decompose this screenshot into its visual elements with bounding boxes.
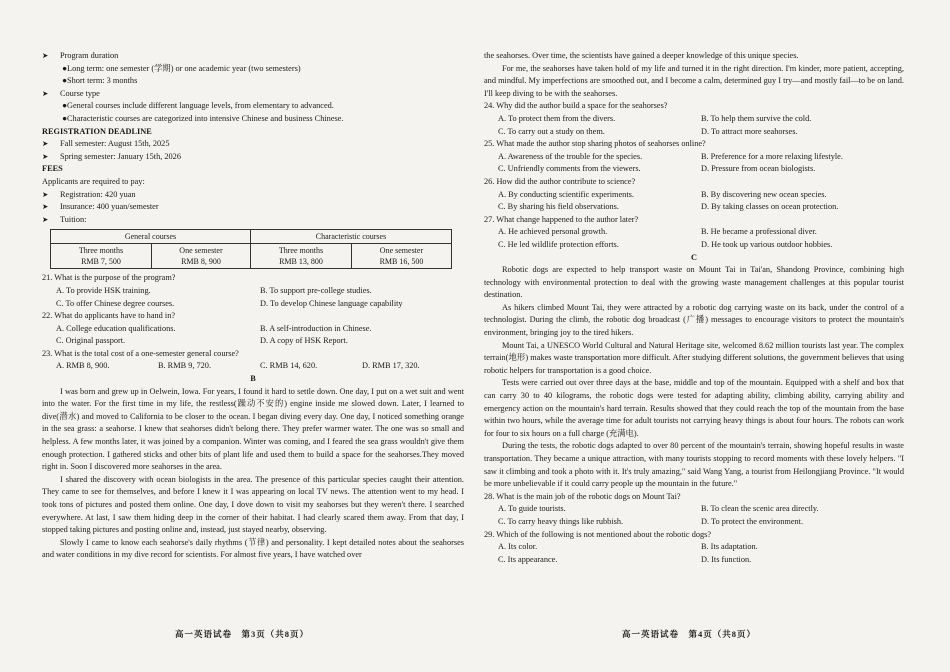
- option-a: A. By conducting scientific experiments.: [498, 189, 634, 199]
- section-c-heading: C: [691, 252, 697, 262]
- table-header-general: General courses: [51, 230, 251, 244]
- option-c: C. Original passport.: [56, 336, 126, 346]
- option-a: A. To guide tourists.: [498, 504, 566, 514]
- option-d: D. Its function.: [701, 554, 752, 564]
- passage-c-paragraph-4: Tests were carried out over three days at the base, middle and top of the mountain. Equipped with a shelf and box that can carry 30 to 40 kilograms, the robotic dogs were tested for adapting ability, climbing ability, carrying ability and emergency action on the mountain's hard terrain. Results showed that they could reach the top of the mountain from the base within two hours, while the average time for adult tourists not carrying heavy things is about four hours. The robots can work for four to six hours on a full charge (充满电).: [484, 378, 904, 438]
- question-stem: 27. What change happened to the author later?: [484, 214, 639, 224]
- passage-b-paragraph-4: For me, the seahorses have taken hold of my life and turned it in the right direction. I'm kinder, more patient, accepting, and mindful. My imperfections are smoothed out, and I become a calm, determined guy I try—and mostly fail—to be on land. I'll keep diving to be with the seahorses.: [484, 63, 904, 98]
- option-d: D. To protect the environment.: [701, 516, 804, 526]
- options: [484, 151, 904, 176]
- option-b: B. To help them survive the cold.: [701, 113, 812, 123]
- option-a: A. Its color.: [498, 542, 538, 552]
- registration-deadline-heading: REGISTRATION DEADLINE: [42, 126, 152, 136]
- tuition-table: [50, 229, 452, 269]
- options: [484, 503, 904, 528]
- option-b: B. A self-introduction in Chinese.: [260, 323, 372, 333]
- question-stem: 29. Which of the following is not mentioned about the robotic dogs?: [484, 529, 712, 539]
- option-a: A. He achieved personal growth.: [498, 227, 608, 237]
- insurance-fee-item: ➤ Insurance: 400 yuan/semester: [42, 201, 464, 214]
- fees-intro: Applicants are required to pay:: [42, 176, 145, 186]
- question-24: [484, 100, 904, 138]
- question-21: [42, 272, 464, 310]
- passage-c-paragraph-1: Robotic dogs are expected to help transport waste on Mount Tai in Tai'an, Shandong Province, combining high technology with environmental protection to deal with the growing waste management challenges at this popular tourist destination.: [484, 265, 904, 300]
- passage-c-paragraph-3: Mount Tai, a UNESCO World Cultural and Natural Heritage site, welcomed 8.62 million tourists last year. The complex terrain(地形) makes waste transportation more difficult. After studying different solutions, the government believes that using robotic helpers for transportation is a good choice.: [484, 340, 904, 375]
- option-c: C. He led wildlife protection efforts.: [498, 239, 619, 249]
- option-b: B. He became a professional diver.: [701, 227, 817, 237]
- long-term-item: ●Long term: one semester (学期) or one academic year (two semesters): [62, 63, 301, 73]
- characteristic-courses-item: ●Characteristic courses are categorized into intensive Chinese and business Chinese.: [62, 113, 344, 123]
- option-c: C. To carry heavy things like rubbish.: [498, 516, 624, 526]
- passage-c-paragraph-5: During the tests, the robotic dogs adapted to over 80 percent of the mountain's terrain, showing hopeful results in waste transportation. They became a unique attraction, with many tourists stopping to record moments with these lovely helpers. "I saw it climbing and took a photo with it. It's truly amazing," said Wang Yang, a tourist from Heilongjiang Province. "It would be more unbelievable if it could carry people up the mountain in the future.": [484, 441, 904, 489]
- question-stem: 22. What do applicants have to hand in?: [42, 311, 176, 321]
- passage-b-paragraph-2: I shared the discovery with ocean biologists in the area. The presence of this particular species caught their attention. They came to see for themselves, and before I knew it I was appearing on local TV news. The attention went to my head. I took tons of pictures and posted them online. One day, I dove down to visit my seahorses but they weren't there. I searched everywhere. At last, I saw them hiding deep in the corner of their habitat. I had clearly scared them away. From that day, I stopped taking pictures and posting online and, instead, just stayed nearby, observing.: [42, 474, 464, 535]
- option-c: C. To carry out a study on them.: [498, 126, 605, 136]
- table-cell: Three months RMB 7, 500: [51, 244, 152, 269]
- question-stem: 21. What is the purpose of the program?: [42, 273, 176, 283]
- arrow-bullet-icon: ➤: [42, 189, 49, 199]
- question-stem: 23. What is the total cost of a one-semester general course?: [42, 348, 239, 358]
- question-27: [484, 214, 904, 252]
- table-cell: One semester RMB 8, 900: [151, 244, 250, 269]
- options: [42, 285, 464, 310]
- question-stem: 24. Why did the author build a space for the seahorses?: [484, 101, 668, 111]
- question-22: [42, 310, 464, 348]
- option-d: D. To attract more seahorses.: [701, 126, 798, 136]
- general-courses-item: ●General courses include different language levels, from elementary to advanced.: [62, 101, 334, 111]
- options: [42, 323, 464, 348]
- registration-fee-item: ➤ Registration: 420 yuan: [42, 189, 464, 202]
- option-c: C. RMB 14, 620.: [260, 361, 318, 371]
- passage-b-paragraph-1: I was born and grew up in Oelwein, Iowa. For years, I found it hard to settle down. One day, I put on a wet suit and went into the water. For the first time in my life, the restless(躁动不安的) engine inside me slowed down. Later, I learned to dive(潜水) and moved to California to be closer to the ocean. I began diving every day. One day, I noticed something orange in the sea grass: a seahorse. I knew that seahorses didn't belong there. They prefer warmer water. The one was so small and helpless. A few months later, it was joined by a companion. Winter was coming, and I feared the sea grass wouldn't give them enough protection. I gathered sticks and other bits of plant life and used them to build a space for the seahorses.They moved right in. Soon I discovered more seahorses in the area.: [42, 386, 464, 472]
- arrow-bullet-icon: ➤: [42, 151, 49, 161]
- page-footer-right: 高一英语试卷 第4页（共8页）: [622, 629, 757, 639]
- arrow-bullet-icon: ➤: [42, 51, 49, 60]
- option-d: D. To develop Chinese language capability: [260, 298, 403, 308]
- option-c: C. Its appearance.: [498, 554, 558, 564]
- arrow-bullet-icon: ➤: [42, 214, 49, 224]
- question-stem: 28. What is the main job of the robotic dogs on Mount Tai?: [484, 491, 681, 501]
- fall-semester-item: ➤ Fall semester: August 15th, 2025: [42, 138, 464, 151]
- tuition-item: ➤ Tuition:: [42, 214, 464, 227]
- option-d: D. A copy of HSK Report.: [260, 336, 348, 346]
- option-c: C. By sharing his field observations.: [498, 202, 619, 212]
- arrow-bullet-icon: ➤: [42, 88, 49, 98]
- option-b: B. By discovering new ocean species.: [701, 189, 827, 199]
- question-26: [484, 176, 904, 214]
- bullet-program-duration: ➤ Program duration: [42, 50, 464, 63]
- table-cell: Three months RMB 13, 800: [251, 244, 352, 269]
- table-cell: One semester RMB 16, 500: [351, 244, 451, 269]
- option-a: A. Awareness of the trouble for the species.: [498, 151, 643, 161]
- option-c: C. To offer Chinese degree courses.: [56, 298, 175, 308]
- fees-heading: FEES: [42, 164, 63, 174]
- option-b: B. Preference for a more relaxing lifestyle.: [701, 151, 843, 161]
- table-header-characteristic: Characteristic courses: [251, 230, 452, 244]
- passage-b-paragraph-3: Slowly I came to know each seahorse's daily rhythms (节律) and personality. I kept detailed notes about the seahorses and water conditions in my dive record for scientists. For almost five years, I have watched over: [42, 537, 464, 560]
- options: [484, 113, 904, 138]
- question-25: [484, 138, 904, 176]
- right-page: [484, 50, 904, 566]
- page-footer-left: 高一英语试卷 第3页（共8页）: [175, 629, 310, 639]
- option-a: A. RMB 8, 900.: [56, 361, 110, 371]
- arrow-bullet-icon: ➤: [42, 202, 49, 212]
- question-28: [484, 491, 904, 529]
- option-a: A. To provide HSK training.: [56, 285, 151, 295]
- option-d: D. Pressure from ocean biologists.: [701, 164, 816, 174]
- spring-semester-item: ➤ Spring semester: January 15th, 2026: [42, 151, 464, 164]
- section-b-heading: B: [250, 374, 256, 384]
- passage-b-paragraph-3-end: the seahorses. Over time, the scientists have gained a deeper knowledge of this unique species.: [484, 51, 799, 60]
- options: [484, 541, 904, 566]
- option-d: D. RMB 17, 320.: [362, 361, 420, 371]
- option-d: D. He took up various outdoor hobbies.: [701, 239, 833, 249]
- option-b: B. To clean the scenic area directly.: [701, 504, 819, 514]
- option-b: B. To support pre-college studies.: [260, 285, 372, 295]
- options: [484, 226, 904, 251]
- option-a: A. College education qualifications.: [56, 323, 176, 333]
- question-stem: 26. How did the author contribute to science?: [484, 176, 636, 186]
- left-page: [42, 50, 464, 562]
- question-stem: 25. What made the author stop sharing photos of seahorses online?: [484, 139, 706, 149]
- option-c: C. Unfriendly comments from the viewers.: [498, 164, 641, 174]
- arrow-bullet-icon: ➤: [42, 139, 49, 149]
- options: [42, 360, 464, 373]
- short-term-item: ●Short term: 3 months: [62, 76, 138, 86]
- bullet-course-type: ➤ Course type: [42, 88, 464, 101]
- passage-c-paragraph-2: As hikers climbed Mount Tai, they were attracted by a robotic dog carrying waste on its back, under the control of a technologist. During the climb, the robotic dog broadcast (广播) messages to encourage visitors to protect the mountain's environment, bringing joy to the tired hikers.: [484, 302, 904, 338]
- option-d: D. By taking classes on ocean protection.: [701, 202, 839, 212]
- question-23: [42, 348, 464, 373]
- option-b: B. RMB 9, 720.: [158, 361, 212, 371]
- question-29: [484, 529, 904, 567]
- option-b: B. Its adaptation.: [701, 542, 758, 552]
- options: [484, 189, 904, 214]
- option-a: A. To protect them from the divers.: [498, 113, 616, 123]
